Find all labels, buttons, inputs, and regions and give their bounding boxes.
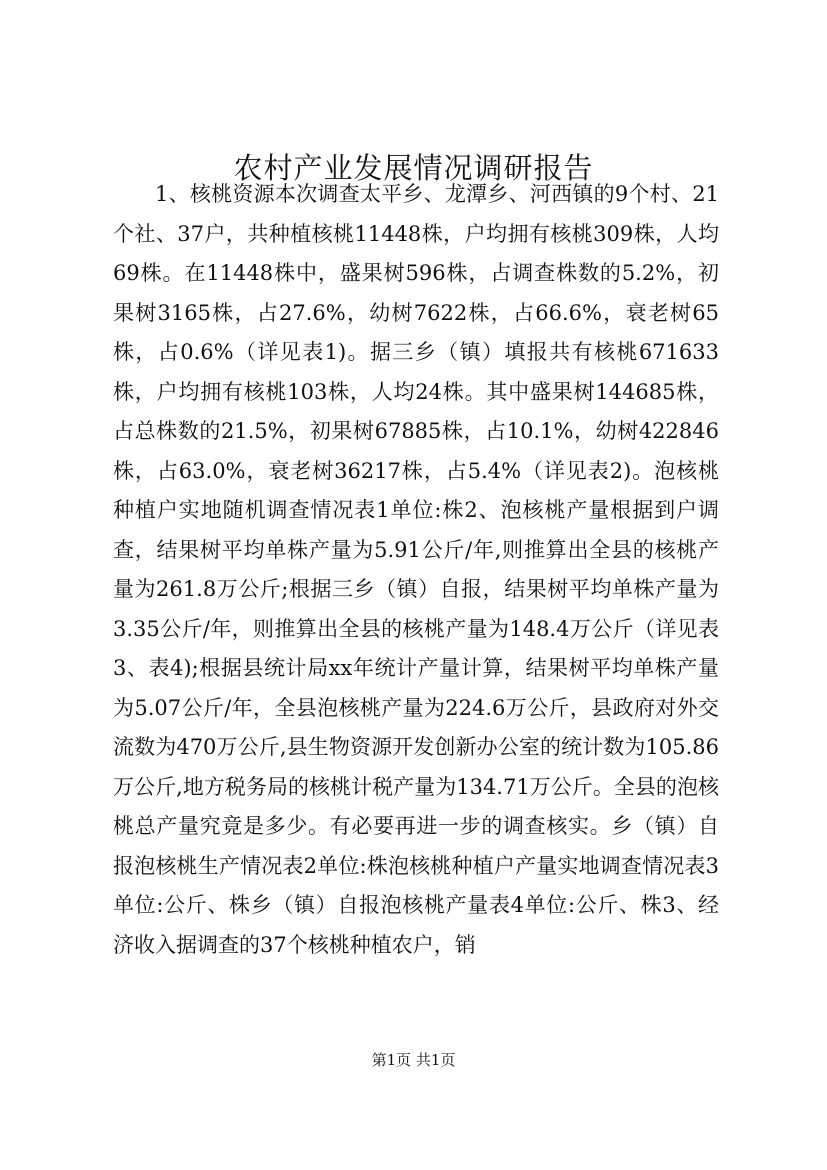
page-title: 农村产业发展情况调研报告 (233, 151, 594, 185)
body-paragraph: 1、核桃资源本次调查太平乡、龙潭乡、河西镇的9个村、21个社、37户，共种植核桃11448株，户均拥有核桃309株，人均69株。在11448株中，盛果树596株，占调查株数的5.2%，初果树3165株，占27.6%，幼树7622株，占66.6%，衰老树65株，占0.6%（详见表1)。据三乡（镇）填报共有核桃671633株，户均拥有核桃103株，人均24株。其中盛果树144685株，占总株数的21.5%，初果树67885株，占10.1%，幼树422846株，占63.0%，衰老树36217株，占5.4%（详见表2)。泡核桃种植户实地随机调查情况表1单位:株2、泡核桃产量根据到户调查，结果树平均单株产量为5.91公斤/年,则推算出全县的核桃产量为261.8万公斤;根据三乡（镇）自报，结果树平均单株产量为3.35公斤/年，则推算出全县的核桃产量为148.4万公斤（详见表3、表4);根据县统计局xx年统计产量计算，结果树平均单株产量为5.07公斤/年，全县泡核桃产量为224.6万公斤，县政府对外交流数为470万公斤,县生物资源开发创新办公室的统计数为105.86万公斤,地方税务局的核桃计税产量为134.71万公斤。全县的泡核桃总产量究竟是多少。有必要再进一步的调查核实。乡（镇）自报泡核桃生产情况表2单位:株泡核桃种植户产量实地调查情况表3单位:公斤、株乡（镇）自报泡核桃产量表4单位:公斤、株3、经济收入据调查的37个核桃种植农户，销 (113, 182, 719, 957)
body-text (113, 175, 719, 965)
page-footer: 第1页 共1页 (371, 1051, 456, 1069)
